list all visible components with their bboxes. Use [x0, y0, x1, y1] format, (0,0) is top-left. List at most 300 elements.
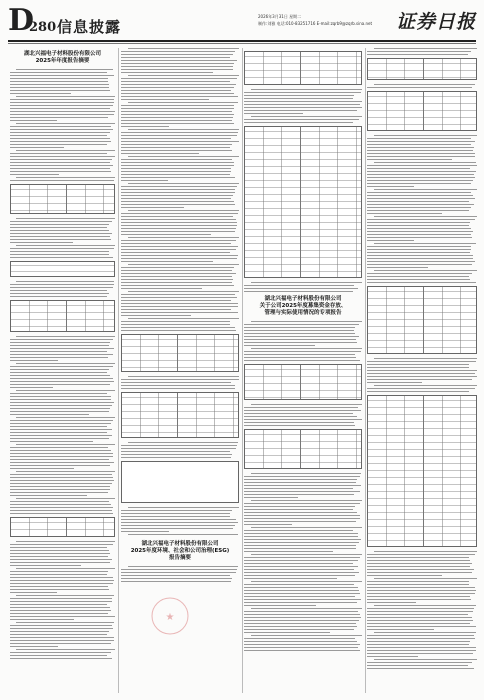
text-line: [244, 419, 362, 420]
text-line: [10, 441, 93, 442]
text-line: [367, 572, 472, 573]
text-line: [10, 643, 111, 644]
text-line: [121, 270, 232, 271]
data-table: [121, 334, 239, 372]
text-line: [128, 291, 239, 292]
text-line: [10, 589, 109, 590]
text-line: [367, 641, 470, 642]
article-text: [10, 336, 115, 514]
text-line: [16, 150, 115, 151]
text-line: [367, 207, 471, 208]
text-line: [121, 60, 237, 61]
text-line: [374, 632, 476, 633]
column-1: [10, 48, 115, 693]
text-line: [244, 336, 359, 337]
text-line: [128, 534, 238, 535]
text-line: [121, 96, 238, 97]
text-line: [374, 659, 477, 660]
text-line: [121, 303, 238, 304]
esg-report-title-1: 2025年度环境、社会和公司治理(ESG): [130, 548, 230, 554]
text-line: [367, 144, 471, 145]
text-line: [251, 554, 362, 555]
text-line: [367, 587, 475, 588]
esg-report-company: 湖北兴福电子材料股份有限公司: [141, 541, 219, 547]
text-line: [367, 237, 472, 238]
text-line: [10, 474, 112, 475]
text-line: [121, 261, 213, 262]
text-line: [244, 602, 357, 603]
text-line: [244, 539, 361, 540]
text-line: [244, 104, 360, 105]
text-line: [10, 384, 110, 385]
text-line: [244, 551, 333, 552]
text-line: [244, 425, 355, 426]
text-line: [10, 81, 108, 82]
text-line: [128, 507, 239, 508]
text-line: [10, 87, 109, 88]
text-line: [10, 477, 113, 478]
text-line: [121, 522, 238, 523]
text-line: [121, 255, 238, 256]
text-line: [10, 180, 114, 181]
section-title: 信息披露: [57, 18, 122, 36]
fund-report-company: 湖北兴福电子材料股份有限公司: [264, 296, 342, 302]
text-line: [121, 126, 169, 127]
text-line: [10, 138, 110, 139]
data-table: [10, 517, 115, 537]
text-line: [367, 210, 469, 211]
text-line: [10, 489, 110, 490]
text-line: [10, 447, 108, 448]
text-line: [10, 565, 81, 566]
text-line: [10, 156, 115, 157]
text-line: [121, 138, 231, 139]
text-line: [10, 634, 107, 635]
text-line: [16, 498, 115, 499]
text-line: [121, 90, 231, 91]
text-line: [244, 110, 357, 111]
text-line: [10, 420, 113, 421]
text-line: [244, 629, 354, 630]
text-line: [367, 222, 470, 223]
text-line: [121, 575, 230, 576]
text-line: [367, 171, 476, 172]
text-line: [10, 236, 110, 237]
text-line: [10, 108, 110, 109]
text-line: [10, 544, 113, 545]
text-line: [121, 84, 236, 85]
text-line: [128, 210, 239, 211]
data-table: [367, 91, 477, 131]
text-line: [10, 399, 111, 400]
text-line: [367, 273, 472, 274]
text-line: [16, 649, 115, 650]
text-line: [10, 296, 107, 297]
article-text: [367, 551, 477, 669]
text-line: [374, 358, 477, 359]
text-line: [367, 219, 475, 220]
text-line: [244, 488, 353, 489]
text-line: [121, 120, 232, 121]
text-line: [121, 159, 232, 160]
text-line: [367, 276, 469, 277]
text-line: [251, 282, 362, 283]
text-line: [121, 186, 237, 187]
text-line: [367, 629, 434, 630]
text-line: [367, 584, 469, 585]
text-line: [121, 513, 230, 514]
text-line: [10, 290, 107, 291]
text-line: [244, 542, 359, 543]
text-line: [121, 81, 230, 82]
text-line: [10, 153, 107, 154]
text-line: [367, 602, 416, 603]
text-line: [10, 432, 107, 433]
text-line: [121, 198, 231, 199]
text-line: [251, 500, 362, 501]
text-line: [128, 75, 239, 76]
text-line: [128, 183, 239, 184]
text-line: [244, 357, 356, 358]
text-line: [10, 507, 113, 508]
annual-report-company: 湖北兴福电子材料股份有限公司: [23, 51, 101, 57]
text-line: [10, 462, 114, 463]
text-line: [121, 297, 237, 298]
text-line: [16, 177, 115, 178]
text-line: [16, 218, 115, 219]
text-line: [244, 479, 357, 480]
text-line: [367, 159, 452, 160]
annual-report-heading: [10, 51, 115, 65]
text-line: [367, 150, 473, 151]
text-line: [244, 533, 358, 534]
text-line: [121, 569, 237, 570]
text-line: [367, 650, 476, 651]
text-line: [251, 89, 362, 90]
text-line: [121, 267, 234, 268]
text-line: [374, 578, 477, 579]
text-line: [244, 503, 360, 504]
text-line: [244, 605, 316, 606]
text-line: [121, 105, 234, 106]
text-line: [251, 473, 361, 474]
text-line: [10, 465, 110, 466]
text-line: [121, 66, 233, 67]
text-line: [121, 51, 235, 52]
text-line: [367, 382, 422, 383]
text-line: [10, 351, 107, 352]
text-line: [16, 417, 115, 418]
text-line: [10, 393, 107, 394]
data-table: [367, 395, 477, 547]
text-line: [10, 559, 112, 560]
text-line: [10, 224, 109, 225]
text-line: [244, 647, 358, 648]
text-line: [121, 309, 231, 310]
text-line: [121, 457, 231, 458]
text-line: [244, 327, 355, 328]
text-line: [244, 557, 360, 558]
text-line: [367, 54, 468, 55]
contact-line: 制作:刘雅 电话:010-83251716 E-mail:zqrb9@zqrb.sina.net: [258, 21, 373, 26]
text-line: [244, 548, 356, 549]
text-line: [367, 168, 470, 169]
text-line: [367, 361, 476, 362]
text-line: [244, 324, 359, 325]
text-line: [367, 563, 472, 564]
article-text: [367, 135, 477, 283]
text-line: [367, 581, 469, 582]
text-line: [374, 135, 477, 136]
text-line: [10, 360, 58, 361]
article-text: [121, 376, 239, 389]
text-line: [367, 367, 469, 368]
esg-report-heading: [121, 541, 239, 562]
text-line: [10, 610, 111, 611]
text-line: [367, 264, 472, 265]
text-line: [367, 569, 474, 570]
text-line: [367, 225, 469, 226]
text-line: [121, 243, 231, 244]
text-line: [367, 234, 471, 235]
text-line: [10, 117, 108, 118]
text-line: [10, 631, 109, 632]
text-line: [244, 333, 355, 334]
text-line: [121, 445, 237, 446]
text-line: [121, 510, 232, 511]
article-text: [121, 507, 239, 535]
masthead: [8, 3, 477, 44]
text-line: [367, 623, 470, 624]
text-line: [367, 391, 469, 392]
text-line: [367, 599, 471, 600]
text-line: [121, 525, 235, 526]
text-line: [367, 617, 472, 618]
text-line: [10, 159, 112, 160]
column-divider: [365, 48, 366, 693]
text-line: [128, 102, 238, 103]
text-line: [10, 141, 111, 142]
data-table: [10, 300, 115, 332]
text-line: [244, 288, 358, 289]
article-text: [244, 473, 362, 651]
text-line: [244, 407, 358, 408]
text-line: [10, 411, 109, 412]
text-line: [251, 581, 362, 582]
text-line: [121, 578, 232, 579]
text-line: [367, 156, 475, 157]
text-line: [244, 101, 362, 102]
text-line: [251, 116, 362, 117]
text-line: [121, 147, 230, 148]
text-line: [244, 410, 361, 411]
text-line: [16, 390, 115, 391]
column-3: [244, 48, 362, 693]
text-line: [367, 653, 473, 654]
text-line: [244, 650, 360, 651]
text-line: [128, 129, 239, 130]
text-line: [121, 93, 234, 94]
text-line: [10, 640, 114, 641]
text-line: [244, 560, 358, 561]
text-line: [10, 652, 111, 653]
fund-report-heading: [244, 296, 362, 317]
text-line: [367, 611, 473, 612]
text-line: [121, 285, 234, 286]
text-line: [121, 111, 232, 112]
text-line: [10, 287, 113, 288]
text-line: [121, 385, 235, 386]
company-seal: [150, 596, 190, 636]
text-line: [121, 192, 235, 193]
text-line: [367, 644, 469, 645]
text-line: [121, 180, 168, 181]
text-line: [121, 321, 230, 322]
text-line: [121, 276, 232, 277]
text-line: [10, 486, 110, 487]
text-line: [10, 144, 107, 145]
text-line: [10, 227, 107, 228]
article-text: [10, 281, 115, 297]
text-line: [10, 75, 114, 76]
text-line: [121, 99, 209, 100]
text-line: [121, 69, 233, 70]
text-line: [10, 637, 114, 638]
text-line: [10, 111, 115, 112]
text-line: [10, 165, 113, 166]
text-line: [10, 375, 110, 376]
text-line: [16, 444, 115, 445]
text-line: [244, 95, 354, 96]
text-line: [367, 51, 471, 52]
text-line: [10, 423, 111, 424]
text-line: [10, 293, 109, 294]
text-line: [121, 282, 232, 283]
column-divider: [118, 48, 119, 693]
article-text: [367, 48, 477, 55]
section-letter: D: [8, 3, 35, 38]
text-line: [367, 575, 442, 576]
text-line: [10, 547, 107, 548]
text-line: [121, 150, 232, 151]
text-line: [244, 351, 361, 352]
text-line: [10, 459, 109, 460]
text-line: [10, 162, 110, 163]
text-line: [10, 239, 111, 240]
text-line: [367, 647, 476, 648]
text-line: [367, 626, 476, 627]
masthead-rule-thin: [8, 43, 476, 44]
text-line: [128, 376, 239, 377]
text-line: [10, 248, 114, 249]
text-line: [121, 219, 236, 220]
text-line: [244, 545, 356, 546]
text-line: [244, 342, 357, 343]
text-line: [10, 257, 113, 258]
text-line: [244, 536, 358, 537]
text-line: [10, 357, 108, 358]
text-line: [244, 524, 292, 525]
text-line: [251, 348, 362, 349]
text-line: [10, 628, 113, 629]
text-line: [244, 506, 355, 507]
text-line: [244, 482, 356, 483]
text-line: [10, 372, 107, 373]
text-line: [244, 521, 356, 522]
text-line: [367, 560, 470, 561]
text-line: [367, 267, 428, 268]
text-line: [10, 510, 112, 511]
text-line: [10, 132, 110, 133]
text-line: [244, 593, 360, 594]
article-text: [121, 442, 239, 458]
text-line: [10, 501, 109, 502]
text-line: [251, 527, 362, 528]
text-line: [244, 509, 353, 510]
text-line: [367, 180, 473, 181]
text-line: [16, 622, 114, 623]
text-line: [374, 216, 477, 217]
text-line: [251, 635, 362, 636]
article-text: [244, 89, 362, 123]
text-line: [374, 162, 476, 163]
text-line: [10, 242, 73, 243]
text-line: [121, 273, 236, 274]
text-line: [10, 601, 112, 602]
text-line: [367, 174, 474, 175]
text-line: [121, 246, 238, 247]
text-line: [244, 578, 337, 579]
date-line: 2026年3月31日 星期二: [258, 14, 302, 19]
text-line: [244, 620, 359, 621]
text-line: [10, 492, 108, 493]
text-line: [10, 426, 107, 427]
text-line: [367, 614, 468, 615]
text-line: [244, 584, 354, 585]
text-line: [10, 93, 71, 94]
data-table: [367, 286, 477, 354]
text-line: [374, 84, 475, 85]
text-line: [10, 405, 112, 406]
text-line: [244, 497, 298, 498]
text-line: [367, 228, 471, 229]
text-line: [244, 113, 303, 114]
text-line: [121, 204, 235, 205]
text-line: [128, 156, 239, 157]
text-line: [16, 281, 114, 282]
article-text: [10, 218, 115, 258]
text-line: [121, 519, 236, 520]
text-line: [367, 177, 475, 178]
article-text: [10, 541, 115, 659]
text-line: [121, 516, 230, 517]
text-line: [244, 285, 354, 286]
text-line: [244, 599, 361, 600]
text-line: [121, 306, 238, 307]
text-line: [121, 222, 237, 223]
text-line: [128, 318, 239, 319]
text-line: [10, 90, 110, 91]
masthead-rule: [8, 40, 476, 42]
svg-text:★: ★: [165, 612, 175, 623]
text-line: [367, 608, 474, 609]
text-line: [10, 345, 109, 346]
text-line: [121, 279, 233, 280]
text-line: [121, 57, 230, 58]
column-4: [367, 48, 477, 693]
text-line: [367, 195, 473, 196]
text-line: [367, 557, 469, 558]
